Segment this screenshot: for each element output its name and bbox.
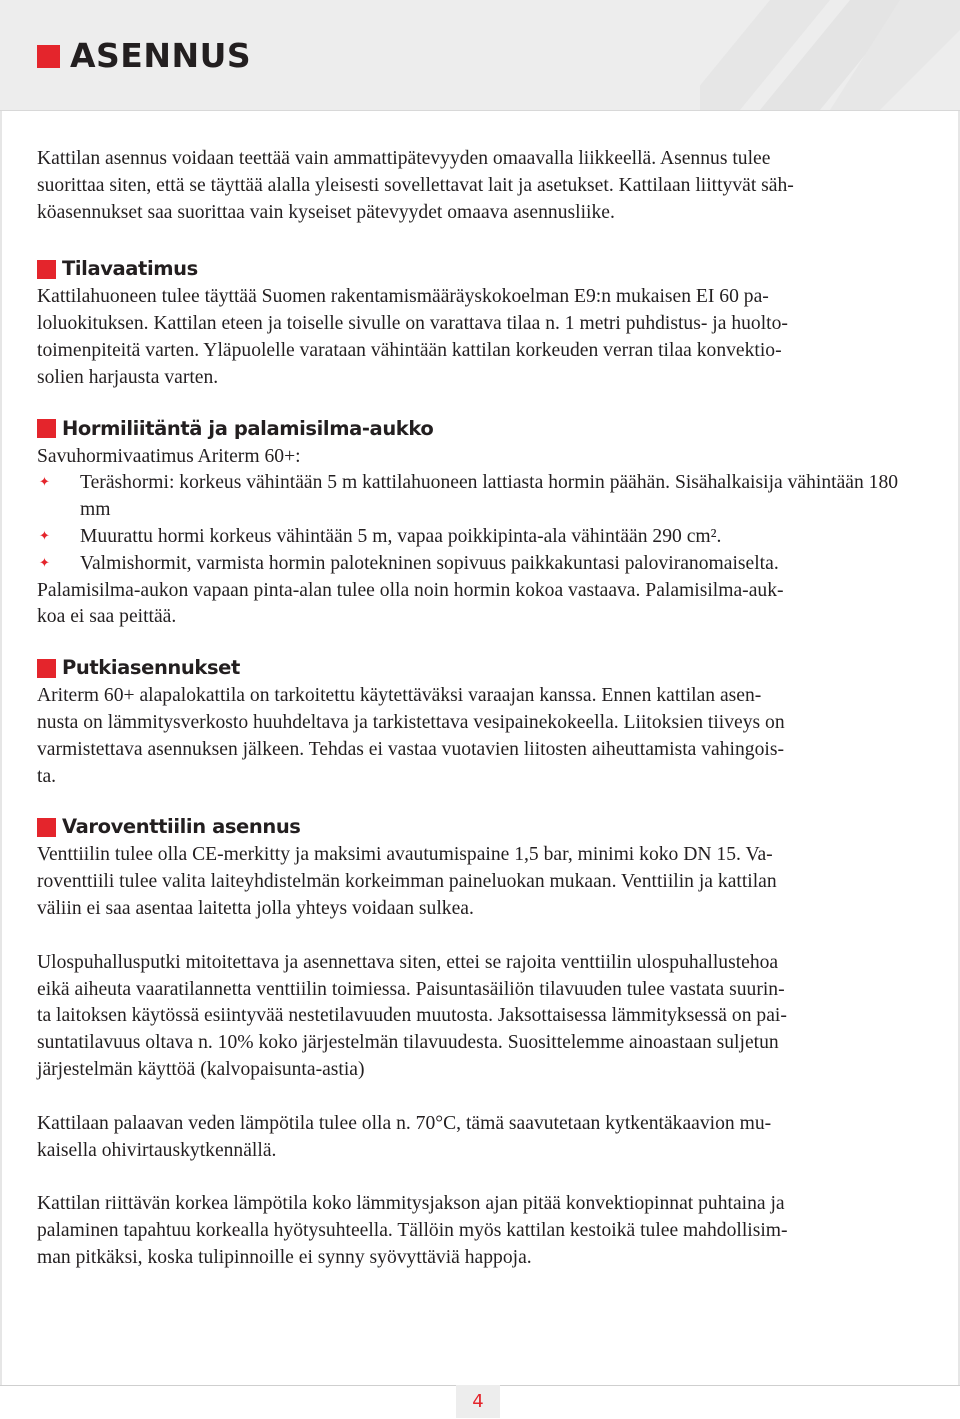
text-line: koa ei saa peittää.	[37, 606, 177, 628]
section-heading-hormi	[37, 414, 922, 444]
text-line: ta laitoksen käytössä esiintyvää nestetilavuuden muutosta. Jaksottaisessa lämmityksessä on pai-	[37, 1005, 787, 1027]
varo-paragraph-4	[37, 1191, 922, 1271]
text-line: loluokituksen. Kattilan eteen ja toiselle sivulle on varattava tilaa n. 1 metri puhdistus- ja huolto-	[37, 313, 788, 335]
section-heading-varo	[37, 812, 922, 842]
text-line: Ariterm 60+ alapalokattila on tarkoitettu käytettäväksi varaajan kanssa. Ennen kattilan asen-	[37, 685, 762, 707]
bullet-icon: ✦	[39, 555, 50, 571]
document-body	[37, 146, 922, 1272]
section-title: Varoventtiilin asennus	[62, 815, 301, 839]
text-line: suntatilavuus oltava n. 10% koko järjestelmän tilavuudesta. Suosittelemme ainoastaan suljetun	[37, 1032, 779, 1054]
varo-paragraph-3	[37, 1111, 922, 1165]
section-text-tilavaatimus	[37, 284, 922, 391]
bullet-text: Teräshormi: korkeus vähintään 5 m kattilahuoneen lattiasta hormin päähän. Sisähalkaisija vähintään 180 mm	[80, 472, 899, 521]
page-border-left	[0, 0, 2, 1385]
header-divider	[0, 110, 960, 111]
header-decoration	[700, 0, 960, 110]
section-title: Tilavaatimus	[62, 257, 198, 281]
text-line: Venttiilin tulee olla CE-merkitty ja maksimi avautumispaine 1,5 bar, minimi koko DN 15. Va-	[37, 844, 773, 866]
bullet-text: Valmishormit, varmista hormin palotekninen sopivuus paikkakuntasi paloviranomaiselta.	[80, 552, 779, 574]
section-title: Hormiliitäntä ja palamisilma-aukko	[62, 416, 434, 440]
text-line: Kattilahuoneen tulee täyttää Suomen rakentamismääräyskokoelman E9:n mukaisen EI 60 pa-	[37, 286, 769, 308]
section-text-putki	[37, 683, 922, 790]
intro-line: köasennukset saa suorittaa vain kyseiset pätevyydet omaava asennusliike.	[37, 201, 615, 223]
bullet-text: Muurattu hormi korkeus vähintään 5 m, vapaa poikkipinta-ala vähintään 290 cm².	[80, 525, 722, 547]
section-heading-putki	[37, 653, 922, 683]
varo-paragraph-1	[37, 842, 922, 922]
text-line: roventtiili tulee valita laiteyhdistelmän korkeimman paineluokan mukaan. Venttiilin ja kattilan	[37, 871, 777, 893]
text-line: solien harjausta varten.	[37, 366, 219, 388]
heading-red-square	[37, 818, 56, 837]
text-line: ta.	[37, 765, 57, 787]
list-item	[37, 470, 922, 524]
intro-line: Kattilan asennus voidaan teettää vain ammattipätevyyden omaavalla liikkeellä. Asennus tulee	[37, 148, 771, 169]
text-line: eikä aiheuta vaaratilannetta venttiilin toimiessa. Paisuntasäiliön tilavuuden tulee vastata suurin-	[37, 978, 785, 1000]
text-line: palaminen tapahtuu korkealla hyötysuhteella. Tällöin myös kattilan kestoikä tulee mahdollisim-	[37, 1220, 788, 1242]
bullet-icon: ✦	[39, 475, 50, 491]
section-title: Putkiasennukset	[62, 656, 240, 680]
varo-paragraph-2	[37, 950, 922, 1084]
text-line: väliin ei saa asentaa laitetta jolla yhteys voidaan sulkea.	[37, 897, 474, 919]
page-header	[0, 0, 960, 110]
text-line: nusta on lämmitysverkosto huuhdeltava ja tarkistettava vesipainekokeella. Liitoksien tiiveys on	[37, 711, 785, 733]
intro-paragraph	[37, 146, 922, 226]
intro-line: suorittaa siten, että se täyttää alalla yleisesti sovellettavat lait ja asetukset. Kattilaan liittyvät säh-	[37, 174, 794, 196]
text-line: Kattilaan palaavan veden lämpötila tulee olla n. 70°C, tämä saavutetaan kytkentäkaavion mu-	[37, 1112, 772, 1134]
hormi-text	[37, 578, 922, 632]
heading-red-square	[37, 659, 56, 678]
bullet-icon: ✦	[39, 528, 50, 544]
text-line: toimenpiteitä varten. Yläpuolelle varataan vähintään kattilan korkeuden verran tilaa konvektio-	[37, 339, 782, 361]
text-line: man pitkäksi, koska tulipinnoille ei synny syövyttäviä happoja.	[37, 1246, 532, 1268]
section-heading-tilavaatimus	[37, 254, 922, 284]
text-line: järjestelmän käyttöä (kalvopaisunta-astia)	[37, 1058, 365, 1080]
page-number: 4	[456, 1385, 500, 1418]
heading-red-square	[37, 419, 56, 438]
text-line: Palamisilma-aukon vapaan pinta-alan tulee olla noin hormin kokoa vastaava. Palamisilma-auk-	[37, 579, 784, 601]
page-title: ASENNUS	[70, 36, 252, 75]
heading-red-square	[37, 260, 56, 279]
text-line: varmistettava asennuksen jälkeen. Tehdas ei vastaa vuotavien liitosten aiheuttamista vahingois-	[37, 738, 784, 760]
hormi-bullet-list	[37, 470, 922, 577]
text-line: Ulospuhallusputki mitoitettava ja asennettava siten, ettei se rajoita venttiilin ulospuhallustehoa	[37, 951, 779, 973]
text-line: kaisella ohivirtauskytkennällä.	[37, 1139, 277, 1161]
hormi-lead: Savuhormivaatimus Ariterm 60+:	[37, 445, 301, 467]
text-line: Kattilan riittävän korkea lämpötila koko lämmitysjakson ajan pitää konvektiopinnat puhtaina ja	[37, 1193, 785, 1215]
list-item	[37, 551, 922, 578]
list-item	[37, 524, 922, 551]
header-red-square	[37, 45, 60, 68]
